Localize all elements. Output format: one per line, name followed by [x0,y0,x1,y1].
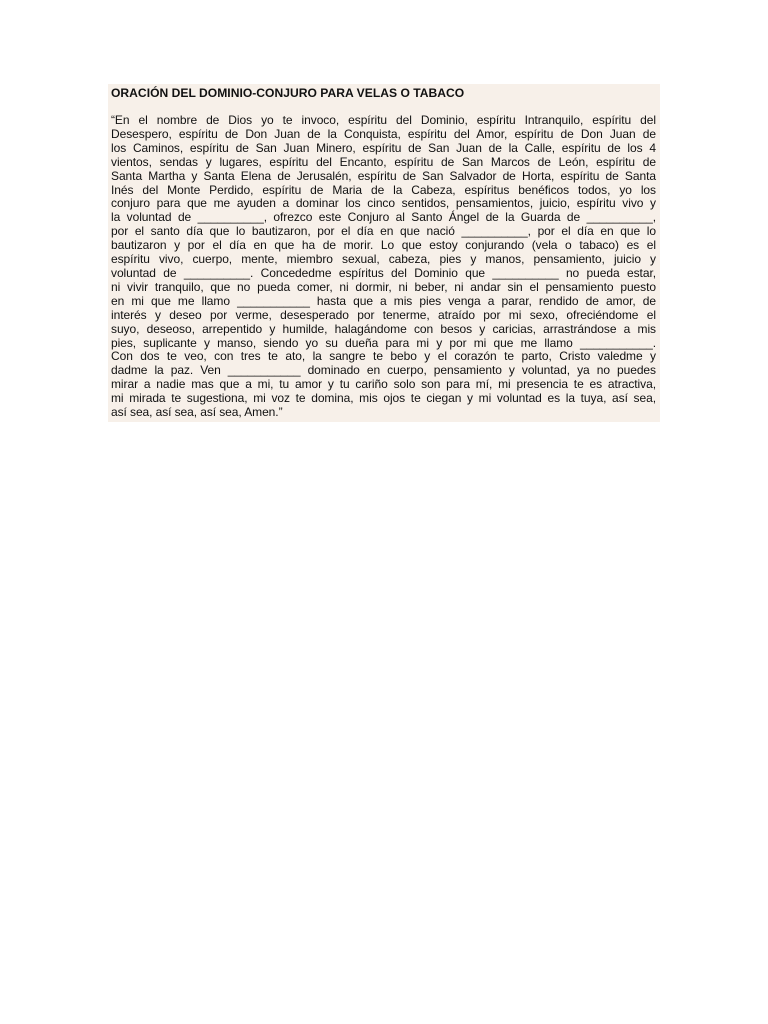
body-line: Santa Martha y Santa Elena de Jerusalén, espíritu de San Salvador de Horta, espíritu de Santa [111,168,656,183]
body-line: bautizaron y por el día en que ha de morir. Lo que estoy conjurando (vela o tabaco) es el [111,238,656,253]
body-line: espíritu vivo, cuerpo, mente, miembro sexual, cabeza, pies y manos, pensamiento, juicio y [111,252,656,267]
body-line: interés y deseo por verme, desesperado por tenerme, atraído por mi sexo, ofreciéndome el [111,307,656,322]
body-line: ni vivir tranquilo, que no pueda comer, ni dormir, ni beber, ni andar sin el pensamiento puesto [111,279,656,294]
body-line: Con dos te veo, con tres te ato, la sangre te bebo y el corazón te parto, Cristo valedme y [111,349,656,364]
body-line: suyo, deseoso, arrepentido y humilde, halagándome con besos y caricias, arrastrándose a mis [111,321,656,336]
body-line: la voluntad de __________, ofrezco este Conjuro al Santo Ángel de la Guarda de __________, [111,210,656,225]
body-line: mirar a nadie mas que a mi, tu amor y tu cariño solo son para mí, mi presencia te es atractiva, [111,377,656,392]
document-title: ORACIÓN DEL DOMINIO-CONJURO PARA VELAS O TABACO [111,86,465,100]
body-line: los Caminos, espíritu de San Juan Minero, espíritu de San Juan de la Calle, espíritu de los 4 [111,140,656,155]
body-line: conjuro para que me ayuden a dominar los cinco sentidos, pensamientos, juicio, espíritu vivo y [111,196,656,211]
body-line: Inés del Monte Perdido, espíritu de Maria de la Cabeza, espíritus benéficos todos, yo los [111,182,656,197]
prayer-card [108,84,660,422]
body-line: pies, suplicante y manso, siendo yo su dueña para mi y por mi que me llamo ___________. [111,335,656,350]
body-line: dadme la paz. Ven ___________ dominado en cuerpo, pensamiento y voluntad, ya no puedes [111,363,656,378]
body-line: voluntad de __________. Concededme espíritus del Dominio que __________ no pueda estar, [111,265,656,280]
body-line: mi mirada te sugestiona, mi voz te domina, mis ojos te ciegan y mi voluntad es la tuya, así sea, [111,391,656,406]
prayer-body [111,114,656,420]
body-line: “En el nombre de Dios yo te invoco, espíritu del Dominio, espíritu Intranquilo, espíritu del [111,113,656,127]
body-line: en mi que me llamo ___________ hasta que a mis pies venga a parar, rendido de amor, de [111,293,656,308]
body-line: Desespero, espíritu de Don Juan de la Conquista, espíritu del Amor, espíritu de Don Juan de [111,126,656,141]
body-line-last: así sea, así sea, así sea, Amen.” [111,405,283,420]
body-line: por el santo día que lo bautizaron, por el día en que nació __________, por el día en que lo [111,224,656,239]
body-line: vientos, sendas y lugares, espíritu del Encanto, espíritu de San Marcos de León, espíritu de [111,154,656,169]
